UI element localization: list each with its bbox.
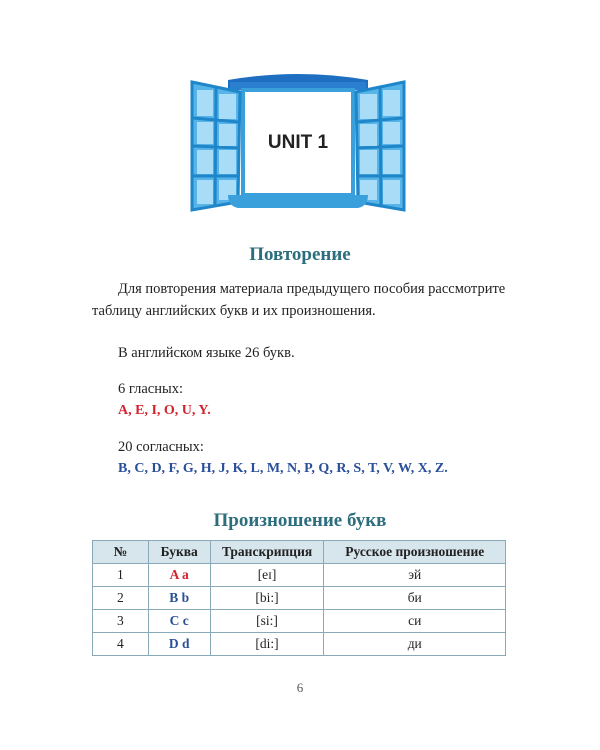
row-russian: би	[324, 587, 506, 610]
table-title: Произношение букв	[213, 510, 387, 531]
vowels-label: 6 гласных:	[118, 381, 183, 397]
letters-count-text: В английском языке 26 букв.	[118, 345, 295, 361]
row-transcription: [eɪ]	[210, 564, 324, 587]
page-number: 6	[296, 680, 304, 695]
unit-title: UNIT 1	[267, 132, 329, 153]
row-num: 3	[93, 610, 149, 633]
consonants-label: 20 согласных:	[118, 439, 204, 455]
row-russian: ди	[324, 633, 506, 656]
table-row	[93, 633, 506, 656]
row-letter: A a	[148, 564, 210, 587]
row-letter: C c	[148, 610, 210, 633]
header-transcription: Транскрипция	[210, 541, 324, 564]
row-num: 2	[93, 587, 149, 610]
pronunciation-table	[92, 540, 506, 656]
intro-line-2: таблицу английских букв и их произношения.	[92, 303, 376, 319]
table-row	[93, 587, 506, 610]
header-num: №	[93, 541, 149, 564]
table-row	[93, 564, 506, 587]
table-header-row	[93, 541, 506, 564]
row-transcription: [di:]	[210, 633, 324, 656]
row-letter: B b	[148, 587, 210, 610]
row-transcription: [bi:]	[210, 587, 324, 610]
row-transcription: [si:]	[210, 610, 324, 633]
row-russian: эй	[324, 564, 506, 587]
row-letter: D d	[148, 633, 210, 656]
vowels-list: A, E, I, O, U, Y.	[118, 403, 211, 418]
table-row	[93, 610, 506, 633]
header-russian: Русское произношение	[324, 541, 506, 564]
header-letter: Буква	[148, 541, 210, 564]
row-num: 1	[93, 564, 149, 587]
row-num: 4	[93, 633, 149, 656]
intro-line-1: Для повторения материала предыдущего пособия рассмотрите	[118, 281, 506, 297]
section-title: Повторение	[249, 244, 351, 265]
row-russian: си	[324, 610, 506, 633]
consonants-list: B, C, D, F, G, H, J, K, L, M, N, P, Q, R, S, T, V, W, X, Z.	[118, 461, 448, 476]
